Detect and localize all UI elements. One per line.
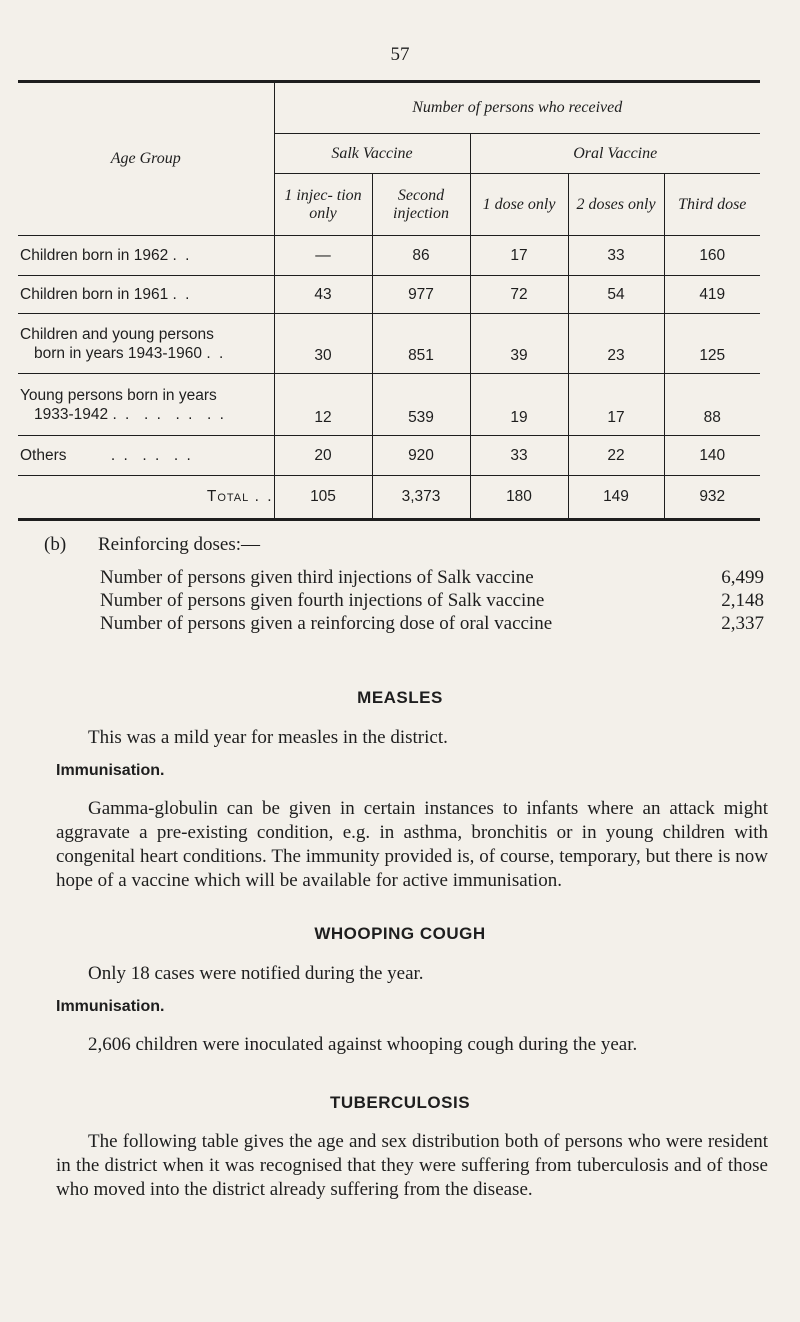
cell: 140 [664, 436, 760, 476]
cell: 33 [568, 236, 664, 276]
cell: 932 [664, 476, 760, 520]
list-item: Number of persons given a reinforcing dose of oral vaccine 2,337 [100, 613, 764, 634]
cell: 17 [568, 374, 664, 436]
measles-intro: This was a mild year for measles in the district. [88, 727, 448, 748]
cell: — [274, 236, 372, 276]
row-label: Children born in 1961 [20, 286, 169, 303]
cell: 419 [664, 276, 760, 314]
table-row: Others . . . . . . 20 920 33 22 140 [18, 436, 760, 476]
row-label: Others [20, 447, 67, 464]
whooping-cough-heading: WHOOPING COUGH [314, 924, 486, 943]
tuberculosis-heading: TUBERCULOSIS [329, 1093, 471, 1112]
row-label: Children born in 1962 [20, 247, 169, 264]
whooping-immunisation-subhead: Immunisation. [56, 998, 165, 1015]
col-header-one-dose: 1 dose only [470, 174, 568, 236]
whooping-intro: Only 18 cases were notified during the year. [88, 963, 424, 984]
list-item: Number of persons given third injections of Salk vaccine 6,499 [100, 567, 764, 588]
cell: 17 [470, 236, 568, 276]
table-row: Children born in 1962 . . — 86 17 33 160 [18, 236, 760, 276]
oral-vaccine-header: Oral Vaccine [470, 134, 760, 174]
row-label: Young persons born in years [20, 386, 217, 404]
cell: 125 [664, 314, 760, 374]
col-header-second-injection: Second injection [372, 174, 470, 236]
tuberculosis-body: The following table gives the age and sex distribution both of persons who were resident in the district when it was recognised that they were suffering from tuberculosis and of those who moved into the district already suffering from the disease. [56, 1131, 768, 1200]
measles-immunisation-subhead: Immunisation. [56, 762, 165, 779]
table-row: Children born in 1961 . . 43 977 72 54 419 [18, 276, 760, 314]
table-row: Children and young persons born in years 1943-1960 . . 30 851 39 23 125 [18, 314, 760, 374]
persons-received-header: Number of persons who received [274, 82, 760, 134]
cell: 851 [372, 314, 470, 374]
vaccination-table [18, 80, 760, 521]
row-label-line2: born in years 1943-1960 [34, 344, 203, 362]
whooping-body: 2,606 children were inoculated against whooping cough during the year. [88, 1034, 638, 1055]
cell: 86 [372, 236, 470, 276]
cell: 920 [372, 436, 470, 476]
age-group-header: Age Group [18, 82, 274, 236]
cell: 3,373 [372, 476, 470, 520]
cell: 19 [470, 374, 568, 436]
page-number: 57 [390, 44, 410, 65]
cell: 149 [568, 476, 664, 520]
reinforcing-doses [44, 533, 764, 635]
cell: 20 [274, 436, 372, 476]
table-row: Young persons born in years 1933-1942 . . . . . . . . 12 539 19 17 88 [18, 374, 760, 436]
cell: 180 [470, 476, 568, 520]
row-label-line2: 1933-1942 [34, 405, 109, 423]
cell: 12 [274, 374, 372, 436]
section-marker: (b) [44, 534, 67, 555]
cell: 23 [568, 314, 664, 374]
measles-heading: MEASLES [357, 688, 443, 707]
cell: 22 [568, 436, 664, 476]
cell: 977 [372, 276, 470, 314]
cell: 88 [664, 374, 760, 436]
cell: 160 [664, 236, 760, 276]
salk-vaccine-header: Salk Vaccine [274, 134, 470, 174]
cell: 33 [470, 436, 568, 476]
cell: 54 [568, 276, 664, 314]
table-row-total: Total . . 105 3,373 180 149 932 [18, 476, 760, 520]
col-header-injection-only: 1 injec- tion only [274, 174, 372, 236]
cell: 30 [274, 314, 372, 374]
cell: 539 [372, 374, 470, 436]
row-label: Children and young persons [20, 325, 214, 343]
col-header-two-doses: 2 doses only [568, 174, 664, 236]
cell: 72 [470, 276, 568, 314]
measles-body: Gamma-globulin can be given in certain instances to infants where an attack might aggravate a pre-existing condition, e.g. in asthma, bronchitis or in young children with congenital heart conditions. The immunity provided is, of course, temporary, but there is now hope of a vaccine which will be available for active immunisation. [56, 798, 768, 891]
list-item: Number of persons given fourth injections of Salk vaccine 2,148 [100, 590, 764, 611]
total-label: Total [206, 488, 250, 505]
reinforcing-heading: Reinforcing doses:— [98, 534, 261, 555]
cell: 39 [470, 314, 568, 374]
col-header-third-dose: Third dose [664, 174, 760, 236]
cell: 43 [274, 276, 372, 314]
cell: 105 [274, 476, 372, 520]
